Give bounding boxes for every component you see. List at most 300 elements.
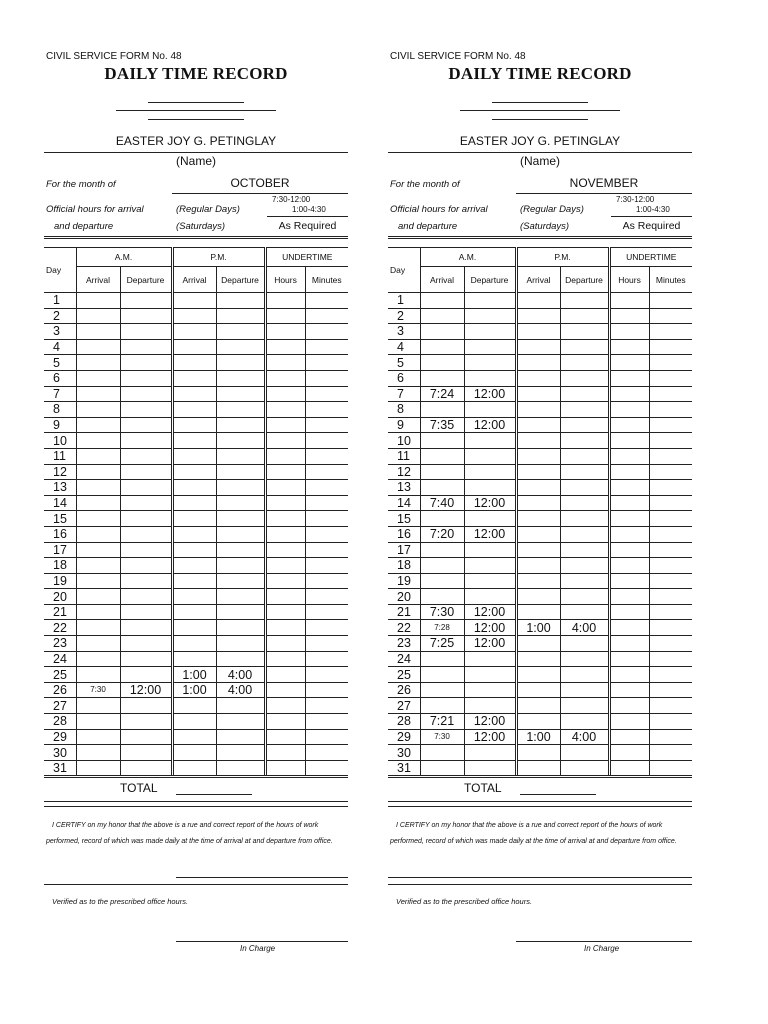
day-number: 11 bbox=[388, 448, 420, 464]
am-departure-cell: 12:00 bbox=[464, 620, 516, 636]
undertime-hours-cell bbox=[609, 324, 649, 340]
pm-arrival-cell bbox=[172, 417, 216, 433]
pm-departure-cell bbox=[216, 636, 265, 652]
undertime-minutes-cell bbox=[649, 433, 692, 449]
pm-arrival-cell: 1:00 bbox=[516, 620, 560, 636]
day-row-17 bbox=[388, 542, 692, 558]
col-pm-departure: Departure bbox=[560, 267, 609, 293]
undertime-minutes-cell bbox=[305, 589, 348, 605]
pm-departure-cell bbox=[216, 573, 265, 589]
pm-arrival-cell bbox=[516, 542, 560, 558]
undertime-minutes-cell bbox=[649, 495, 692, 511]
am-arrival-cell bbox=[420, 511, 464, 527]
day-number: 26 bbox=[388, 682, 420, 698]
am-departure-cell bbox=[464, 464, 516, 480]
am-departure-cell bbox=[464, 433, 516, 449]
day-row-16 bbox=[44, 526, 348, 542]
am-departure-cell bbox=[120, 604, 172, 620]
day-number: 25 bbox=[388, 667, 420, 683]
pm-arrival-cell bbox=[172, 448, 216, 464]
day-row-13 bbox=[388, 480, 692, 496]
day-number: 8 bbox=[44, 402, 76, 418]
am-arrival-cell bbox=[76, 558, 120, 574]
pm-departure-cell bbox=[560, 745, 609, 761]
undertime-hours-cell bbox=[265, 464, 305, 480]
undertime-minutes-cell bbox=[649, 667, 692, 683]
undertime-minutes-cell bbox=[305, 511, 348, 527]
undertime-minutes-cell bbox=[305, 402, 348, 418]
undertime-minutes-cell bbox=[305, 448, 348, 464]
day-row-25 bbox=[388, 667, 692, 683]
undertime-minutes-cell bbox=[305, 636, 348, 652]
undertime-minutes-cell bbox=[649, 714, 692, 730]
undertime-minutes-cell bbox=[649, 651, 692, 667]
total-label: TOTAL bbox=[120, 781, 158, 795]
undertime-minutes-cell bbox=[305, 293, 348, 309]
day-row-6 bbox=[388, 370, 692, 386]
am-departure-cell bbox=[120, 526, 172, 542]
day-number: 18 bbox=[388, 558, 420, 574]
am-arrival-cell: 7:35 bbox=[420, 417, 464, 433]
month-value: OCTOBER bbox=[230, 176, 290, 190]
am-arrival-cell bbox=[420, 324, 464, 340]
day-number: 7 bbox=[44, 386, 76, 402]
am-departure-cell: 12:00 bbox=[464, 417, 516, 433]
official-hours-label-2: and departure bbox=[54, 221, 114, 232]
day-number: 28 bbox=[388, 714, 420, 730]
pm-departure-cell bbox=[216, 402, 265, 418]
pm-arrival-cell bbox=[516, 480, 560, 496]
undertime-minutes-cell bbox=[649, 480, 692, 496]
official-hours-label-2: and departure bbox=[398, 221, 458, 232]
am-departure-cell bbox=[120, 495, 172, 511]
pm-arrival-cell bbox=[172, 589, 216, 605]
undertime-hours-cell bbox=[609, 651, 649, 667]
undertime-hours-cell bbox=[265, 667, 305, 683]
col-am-arrival: Arrival bbox=[420, 267, 464, 293]
am-arrival-cell bbox=[76, 729, 120, 745]
name-line bbox=[388, 152, 692, 153]
pm-departure-cell bbox=[216, 293, 265, 309]
undertime-hours-cell bbox=[265, 636, 305, 652]
am-arrival-cell bbox=[76, 464, 120, 480]
am-departure-cell bbox=[120, 760, 172, 776]
undertime-hours-cell bbox=[265, 417, 305, 433]
day-number: 20 bbox=[388, 589, 420, 605]
undertime-minutes-cell bbox=[305, 745, 348, 761]
day-number: 17 bbox=[388, 542, 420, 558]
day-row-4 bbox=[388, 339, 692, 355]
am-departure-cell bbox=[464, 308, 516, 324]
undertime-minutes-cell bbox=[649, 417, 692, 433]
form-title: DAILY TIME RECORD bbox=[448, 64, 632, 83]
day-row-14 bbox=[44, 495, 348, 511]
day-number: 29 bbox=[388, 729, 420, 745]
pm-arrival-cell bbox=[516, 604, 560, 620]
pm-arrival-cell bbox=[172, 651, 216, 667]
am-departure-cell: 12:00 bbox=[120, 682, 172, 698]
undertime-hours-cell bbox=[609, 729, 649, 745]
day-row-19 bbox=[388, 573, 692, 589]
regular-days-label: (Regular Days) bbox=[520, 204, 584, 215]
total-label: TOTAL bbox=[464, 781, 502, 795]
title-underline-3 bbox=[492, 119, 588, 120]
am-arrival-cell bbox=[420, 542, 464, 558]
in-charge-line bbox=[516, 941, 692, 942]
day-row-6 bbox=[44, 370, 348, 386]
day-row-21 bbox=[388, 604, 692, 620]
day-row-23 bbox=[44, 636, 348, 652]
am-arrival-cell bbox=[76, 542, 120, 558]
am-arrival-cell bbox=[76, 402, 120, 418]
day-number: 21 bbox=[388, 604, 420, 620]
pm-arrival-cell bbox=[516, 526, 560, 542]
day-number: 5 bbox=[44, 355, 76, 371]
am-departure-cell bbox=[120, 620, 172, 636]
day-row-24 bbox=[44, 651, 348, 667]
am-arrival-cell bbox=[76, 526, 120, 542]
col-am: A.M. bbox=[76, 248, 172, 267]
day-number: 1 bbox=[388, 293, 420, 309]
pm-departure-cell bbox=[216, 324, 265, 340]
undertime-minutes-cell bbox=[649, 636, 692, 652]
undertime-hours-cell bbox=[609, 511, 649, 527]
in-charge-label: In Charge bbox=[240, 944, 276, 953]
signature-line bbox=[176, 877, 348, 878]
am-departure-cell bbox=[464, 480, 516, 496]
pm-arrival-cell bbox=[172, 558, 216, 574]
day-row-24 bbox=[388, 651, 692, 667]
undertime-hours-cell bbox=[265, 308, 305, 324]
am-arrival-cell bbox=[420, 464, 464, 480]
am-departure-cell bbox=[120, 339, 172, 355]
am-arrival-cell bbox=[420, 760, 464, 776]
pm-arrival-cell bbox=[172, 636, 216, 652]
undertime-hours-cell bbox=[609, 293, 649, 309]
day-row-18 bbox=[44, 558, 348, 574]
am-departure-cell bbox=[120, 729, 172, 745]
undertime-hours-cell bbox=[265, 620, 305, 636]
day-number: 13 bbox=[44, 480, 76, 496]
am-arrival-cell bbox=[420, 667, 464, 683]
am-departure-cell bbox=[120, 370, 172, 386]
col-hours: Hours bbox=[609, 267, 649, 293]
day-row-30 bbox=[388, 745, 692, 761]
am-departure-cell bbox=[464, 293, 516, 309]
undertime-minutes-cell bbox=[305, 682, 348, 698]
undertime-hours-cell bbox=[609, 526, 649, 542]
undertime-hours-cell bbox=[265, 511, 305, 527]
undertime-hours-cell bbox=[609, 604, 649, 620]
header-bottom-line bbox=[44, 236, 348, 237]
col-am-departure: Departure bbox=[120, 267, 172, 293]
day-number: 18 bbox=[44, 558, 76, 574]
am-arrival-cell bbox=[420, 589, 464, 605]
total-field bbox=[176, 783, 252, 795]
am-arrival-cell: 7:30 bbox=[420, 729, 464, 745]
am-arrival-cell bbox=[420, 339, 464, 355]
day-number: 4 bbox=[388, 339, 420, 355]
undertime-hours-cell bbox=[609, 402, 649, 418]
day-number: 27 bbox=[44, 698, 76, 714]
day-number: 9 bbox=[44, 417, 76, 433]
am-arrival-cell bbox=[420, 682, 464, 698]
day-number: 30 bbox=[44, 745, 76, 761]
am-arrival-cell bbox=[76, 511, 120, 527]
pm-departure-cell bbox=[216, 511, 265, 527]
pm-arrival-cell bbox=[172, 402, 216, 418]
undertime-hours-cell bbox=[265, 448, 305, 464]
pm-departure-cell bbox=[560, 667, 609, 683]
am-arrival-cell bbox=[420, 370, 464, 386]
total-bottom-line-2 bbox=[44, 806, 348, 807]
undertime-hours-cell bbox=[265, 495, 305, 511]
day-row-12 bbox=[44, 464, 348, 480]
undertime-hours-cell bbox=[265, 293, 305, 309]
regular-days-label: (Regular Days) bbox=[176, 204, 240, 215]
am-arrival-cell bbox=[76, 651, 120, 667]
undertime-hours-cell bbox=[609, 480, 649, 496]
undertime-hours-cell bbox=[609, 682, 649, 698]
col-undertime: UNDERTIME bbox=[609, 248, 692, 267]
pm-arrival-cell bbox=[516, 745, 560, 761]
certification-text: I CERTIFY on my honor that the above is a rue and correct report of the hours of work performed, record of which was made daily at the time of arrival at and departure from office. bbox=[390, 822, 677, 845]
pm-departure-cell bbox=[216, 745, 265, 761]
reghours-line bbox=[611, 216, 692, 217]
pm-departure-cell bbox=[216, 526, 265, 542]
pm-arrival-cell bbox=[172, 495, 216, 511]
day-number: 26 bbox=[44, 682, 76, 698]
col-pm: P.M. bbox=[172, 248, 265, 267]
day-number: 8 bbox=[388, 402, 420, 418]
undertime-minutes-cell bbox=[305, 355, 348, 371]
am-departure-cell bbox=[120, 542, 172, 558]
undertime-minutes-cell bbox=[649, 558, 692, 574]
undertime-hours-cell bbox=[609, 542, 649, 558]
pm-departure-cell bbox=[560, 511, 609, 527]
am-arrival-cell bbox=[76, 448, 120, 464]
pm-departure-cell bbox=[216, 651, 265, 667]
undertime-minutes-cell bbox=[305, 729, 348, 745]
time-record-table bbox=[388, 247, 692, 778]
pm-arrival-cell bbox=[172, 386, 216, 402]
day-row-9 bbox=[388, 417, 692, 433]
day-number: 5 bbox=[388, 355, 420, 371]
pm-departure-cell bbox=[560, 558, 609, 574]
day-number: 3 bbox=[388, 324, 420, 340]
pm-arrival-cell bbox=[516, 464, 560, 480]
day-number: 25 bbox=[44, 667, 76, 683]
am-departure-cell bbox=[464, 339, 516, 355]
official-hours-label: Official hours for arrival bbox=[390, 204, 488, 215]
signature-line bbox=[388, 877, 692, 878]
day-row-29 bbox=[388, 729, 692, 745]
col-am: A.M. bbox=[420, 248, 516, 267]
pm-arrival-cell bbox=[172, 293, 216, 309]
pm-departure-cell bbox=[560, 526, 609, 542]
am-arrival-cell bbox=[76, 495, 120, 511]
pm-arrival-cell bbox=[172, 464, 216, 480]
am-departure-cell bbox=[464, 402, 516, 418]
pm-arrival-cell bbox=[172, 433, 216, 449]
saturdays-label: (Saturdays) bbox=[520, 221, 570, 232]
day-row-30 bbox=[44, 745, 348, 761]
day-number: 10 bbox=[388, 433, 420, 449]
undertime-hours-cell bbox=[265, 370, 305, 386]
pm-departure-cell bbox=[560, 760, 609, 776]
am-departure-cell bbox=[120, 448, 172, 464]
pm-departure-cell bbox=[560, 480, 609, 496]
pm-departure-cell bbox=[560, 636, 609, 652]
total-bottom-line-2 bbox=[388, 806, 692, 807]
pm-arrival-cell: 1:00 bbox=[172, 682, 216, 698]
day-number: 23 bbox=[44, 636, 76, 652]
header-bottom-line-2 bbox=[44, 238, 348, 239]
am-arrival-cell bbox=[76, 698, 120, 714]
col-day: Day bbox=[388, 248, 420, 293]
pm-departure-cell: 4:00 bbox=[216, 682, 265, 698]
day-row-7 bbox=[44, 386, 348, 402]
pm-departure-cell bbox=[216, 558, 265, 574]
day-number: 7 bbox=[388, 386, 420, 402]
undertime-hours-cell bbox=[265, 698, 305, 714]
undertime-hours-cell bbox=[265, 542, 305, 558]
form-title: DAILY TIME RECORD bbox=[104, 64, 288, 83]
undertime-minutes-cell bbox=[305, 308, 348, 324]
am-departure-cell bbox=[464, 511, 516, 527]
day-row-26 bbox=[44, 682, 348, 698]
pm-departure-cell bbox=[216, 417, 265, 433]
undertime-minutes-cell bbox=[305, 714, 348, 730]
pm-arrival-cell bbox=[516, 714, 560, 730]
day-number: 14 bbox=[388, 495, 420, 511]
pm-arrival-cell bbox=[516, 293, 560, 309]
undertime-minutes-cell bbox=[305, 604, 348, 620]
pm-departure-cell bbox=[216, 433, 265, 449]
am-departure-cell bbox=[464, 448, 516, 464]
undertime-minutes-cell bbox=[649, 620, 692, 636]
undertime-minutes-cell bbox=[649, 589, 692, 605]
undertime-minutes-cell bbox=[649, 745, 692, 761]
day-number: 31 bbox=[44, 760, 76, 776]
form-number: CIVIL SERVICE FORM No. 48 bbox=[46, 51, 182, 62]
pm-arrival-cell bbox=[172, 620, 216, 636]
time-record-table bbox=[44, 247, 348, 778]
day-row-9 bbox=[44, 417, 348, 433]
pm-departure-cell bbox=[216, 729, 265, 745]
pm-arrival-cell bbox=[516, 667, 560, 683]
day-number: 24 bbox=[44, 651, 76, 667]
undertime-hours-cell bbox=[609, 714, 649, 730]
pm-arrival-cell bbox=[172, 573, 216, 589]
total-field bbox=[520, 783, 596, 795]
day-row-28 bbox=[388, 714, 692, 730]
day-number: 30 bbox=[388, 745, 420, 761]
day-number: 2 bbox=[388, 308, 420, 324]
title-underline-1 bbox=[492, 102, 588, 103]
day-number: 12 bbox=[388, 464, 420, 480]
am-departure-cell bbox=[120, 355, 172, 371]
pm-arrival-cell bbox=[172, 339, 216, 355]
am-departure-cell bbox=[464, 573, 516, 589]
month-value: NOVEMBER bbox=[569, 176, 639, 190]
day-number: 1 bbox=[44, 293, 76, 309]
certification-text: I CERTIFY on my honor that the above is a rue and correct report of the hours of work performed, record of which was made daily at the time of arrival at and departure from office. bbox=[46, 822, 333, 845]
pm-arrival-cell bbox=[172, 542, 216, 558]
undertime-hours-cell bbox=[609, 495, 649, 511]
undertime-minutes-cell bbox=[649, 604, 692, 620]
undertime-minutes-cell bbox=[305, 558, 348, 574]
undertime-minutes-cell bbox=[649, 355, 692, 371]
day-number: 6 bbox=[44, 370, 76, 386]
undertime-hours-cell bbox=[265, 526, 305, 542]
undertime-minutes-cell bbox=[305, 495, 348, 511]
col-pm-arrival: Arrival bbox=[172, 267, 216, 293]
day-number: 15 bbox=[44, 511, 76, 527]
undertime-hours-cell bbox=[609, 370, 649, 386]
undertime-hours-cell bbox=[265, 386, 305, 402]
am-departure-cell bbox=[120, 480, 172, 496]
pm-departure-cell bbox=[216, 448, 265, 464]
pm-departure-cell bbox=[560, 355, 609, 371]
am-departure-cell: 12:00 bbox=[464, 386, 516, 402]
month-line bbox=[172, 193, 348, 194]
total-bottom-line bbox=[388, 801, 692, 802]
undertime-minutes-cell bbox=[649, 573, 692, 589]
pm-arrival-cell bbox=[516, 573, 560, 589]
pm-departure-cell bbox=[560, 682, 609, 698]
day-number: 20 bbox=[44, 589, 76, 605]
am-departure-cell bbox=[120, 511, 172, 527]
am-departure-cell bbox=[464, 589, 516, 605]
pm-departure-cell: 4:00 bbox=[560, 729, 609, 745]
am-departure-cell: 12:00 bbox=[464, 636, 516, 652]
undertime-hours-cell bbox=[609, 386, 649, 402]
am-departure-cell bbox=[464, 558, 516, 574]
pm-departure-cell bbox=[560, 308, 609, 324]
pm-departure-cell bbox=[560, 402, 609, 418]
pm-arrival-cell bbox=[516, 339, 560, 355]
am-arrival-cell bbox=[420, 558, 464, 574]
title-underline-2 bbox=[460, 110, 620, 111]
pm-arrival-cell bbox=[516, 495, 560, 511]
pm-arrival-cell bbox=[172, 308, 216, 324]
day-row-13 bbox=[44, 480, 348, 496]
day-number: 10 bbox=[44, 433, 76, 449]
pm-departure-cell bbox=[560, 417, 609, 433]
saturdays-label: (Saturdays) bbox=[176, 221, 226, 232]
day-row-12 bbox=[388, 464, 692, 480]
am-arrival-cell bbox=[420, 308, 464, 324]
am-arrival-cell bbox=[76, 355, 120, 371]
pm-arrival-cell bbox=[516, 433, 560, 449]
pm-departure-cell bbox=[560, 698, 609, 714]
title-underline-2 bbox=[116, 110, 276, 111]
day-number: 3 bbox=[44, 324, 76, 340]
day-number: 31 bbox=[388, 760, 420, 776]
pm-arrival-cell bbox=[172, 355, 216, 371]
am-departure-cell bbox=[120, 417, 172, 433]
am-arrival-cell bbox=[76, 636, 120, 652]
pm-arrival-cell bbox=[172, 698, 216, 714]
dtr-form-november bbox=[388, 0, 692, 1024]
day-row-11 bbox=[388, 448, 692, 464]
day-row-15 bbox=[388, 511, 692, 527]
undertime-hours-cell bbox=[265, 433, 305, 449]
pm-arrival-cell bbox=[516, 324, 560, 340]
pm-arrival-cell bbox=[172, 729, 216, 745]
day-row-7 bbox=[388, 386, 692, 402]
